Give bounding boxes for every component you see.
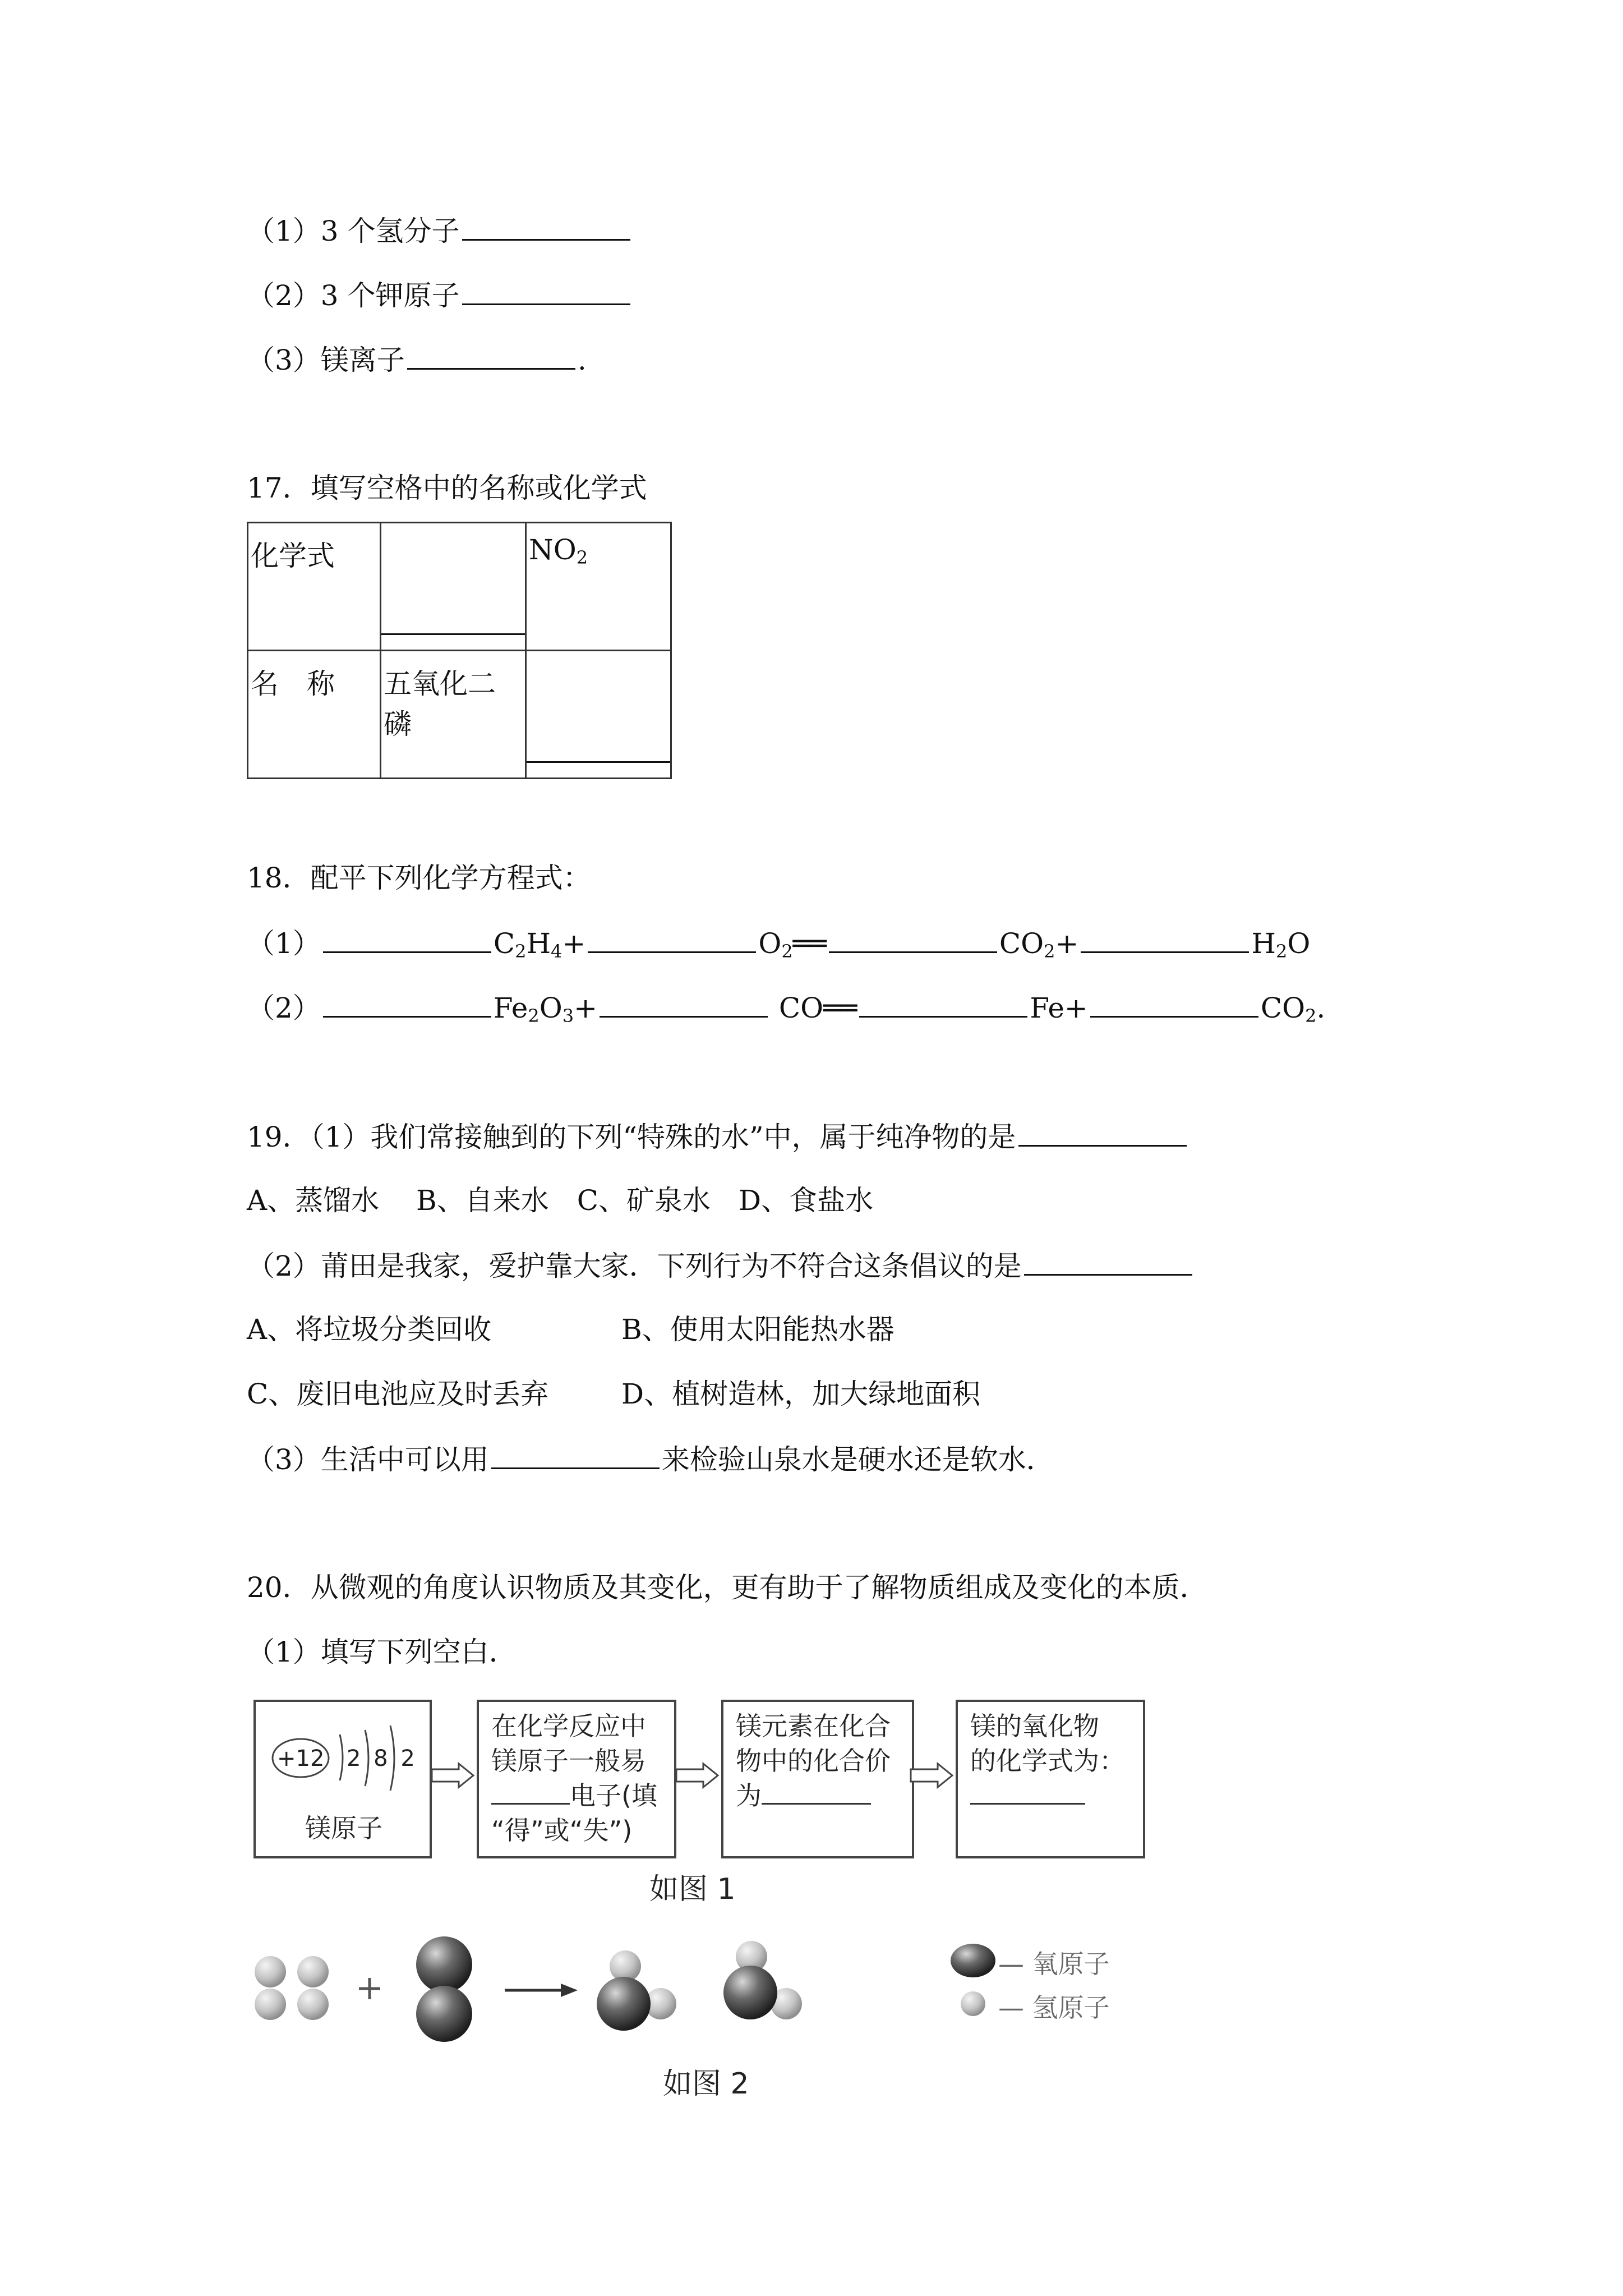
q17-table — [247, 522, 672, 779]
nucleus-charge: +12 — [277, 1746, 325, 1772]
hydrogen-molecules — [255, 1956, 329, 2020]
answer-blank[interactable] — [829, 926, 997, 953]
formula-blank-cell[interactable] — [381, 523, 526, 651]
answer-blank[interactable] — [762, 1780, 871, 1805]
q20-part1: （1）填写下列空白． — [247, 1636, 517, 1668]
fig1-box-valence: 镁元素在化合 物中的化合价 为 — [721, 1700, 914, 1858]
answer-blank[interactable] — [407, 342, 575, 370]
water-molecule — [597, 1950, 676, 2031]
answer-blank[interactable] — [462, 213, 630, 241]
oxygen-molecule — [416, 1936, 472, 2042]
mg-atom-label: 镁原子 — [305, 1813, 382, 1843]
answer-blank[interactable] — [462, 278, 630, 305]
q19-part1: 19．（1）我们常接触到的下列“特殊的水”中，属于纯净物的是 — [247, 1119, 1189, 1154]
q16-item-3: （3）镁离子 . — [247, 342, 587, 377]
q17-title: 17．填写空格中的名称或化学式 — [247, 472, 647, 504]
q19-part3: （3）生活中可以用 来检验山泉水是硬水还是软水． — [247, 1442, 1054, 1476]
fig1-box-mg-atom — [253, 1700, 432, 1858]
electron-shells: 2 8 2 — [347, 1746, 415, 1772]
answer-blank[interactable] — [491, 1780, 570, 1805]
answer-blank[interactable] — [491, 1442, 660, 1469]
answer-blank[interactable] — [1081, 926, 1249, 953]
answer-blank[interactable] — [1024, 1248, 1192, 1276]
q18-equation-1: （1） $C_2H_4+$ $O_2══$ $CO_2+ H_2O$ — [247, 926, 1310, 960]
legend-hydrogen: — 氢原子 — [998, 1993, 1110, 2023]
arrow-right-icon — [910, 1761, 955, 1789]
q19-part2: （2）莆田是我家，爱护靠大家．下列行为不符合这条倡议的是 — [247, 1248, 1195, 1283]
reaction-arrow-icon — [505, 1984, 578, 1997]
plus-icon — [359, 1978, 380, 1999]
fig1-box-electron: 在化学反应中 镁原子一般易 电子(填 “得”或“失”) — [477, 1700, 676, 1858]
fig1-box-oxide: 镁的氧化物 的化学式为： — [956, 1700, 1145, 1858]
fig1-caption: 如图 1 — [649, 1872, 736, 1906]
q20-title: 20．从微观的角度认识物质及其变化，更有助于了解物质组成及变化的本质． — [247, 1571, 1208, 1604]
answer-blank[interactable] — [527, 761, 670, 763]
q16-item-1: （1）3 个氢分子 — [247, 213, 633, 248]
q19-option-a: A、将垃圾分类回收 — [247, 1313, 492, 1346]
answer-blank[interactable] — [323, 926, 491, 953]
name-blank-cell[interactable] — [526, 651, 671, 779]
q16-item-2: （2）3 个钾原子 — [247, 278, 633, 312]
answer-blank[interactable] — [970, 1780, 1085, 1805]
answer-blank[interactable] — [323, 990, 491, 1018]
name-p2o5-cell: 五氧化二磷 — [381, 651, 526, 779]
hydrogen-atom-legend-icon — [961, 1991, 985, 2016]
row-label-formula: 化学式 — [248, 523, 381, 651]
answer-blank[interactable] — [588, 926, 756, 953]
fig2-caption: 如图 2 — [663, 2067, 749, 2101]
row-label-name: 名 称 — [248, 651, 381, 779]
answer-blank[interactable] — [1090, 990, 1258, 1018]
q18-title: 18．配平下列化学方程式： — [247, 862, 591, 894]
arrow-right-icon — [675, 1761, 720, 1789]
answer-blank[interactable] — [859, 990, 1027, 1018]
water-molecule — [723, 1941, 802, 2019]
arrow-right-icon — [431, 1761, 476, 1789]
formula-no2-cell: $NO_2$ — [526, 523, 671, 651]
q18-equation-2: （2） $Fe_2O_3+$ CO══ $Fe+ CO_2$. — [247, 990, 1325, 1025]
oxygen-atom-legend-icon — [951, 1944, 995, 1977]
q19-option-d: D、植树造林，加大绿地面积 — [621, 1378, 981, 1410]
legend-oxygen: — 氧原子 — [998, 1949, 1110, 1979]
q19-option-b: B、使用太阳能热水器 — [621, 1313, 895, 1346]
answer-blank[interactable] — [600, 990, 768, 1018]
q19-option-c: C、废旧电池应及时丢弃 — [247, 1378, 549, 1410]
answer-blank[interactable] — [1018, 1119, 1187, 1147]
answer-blank[interactable] — [381, 633, 525, 635]
q19-options1: A、蒸馏水 B、自来水 C、矿泉水 D、食盐水 — [247, 1184, 874, 1217]
